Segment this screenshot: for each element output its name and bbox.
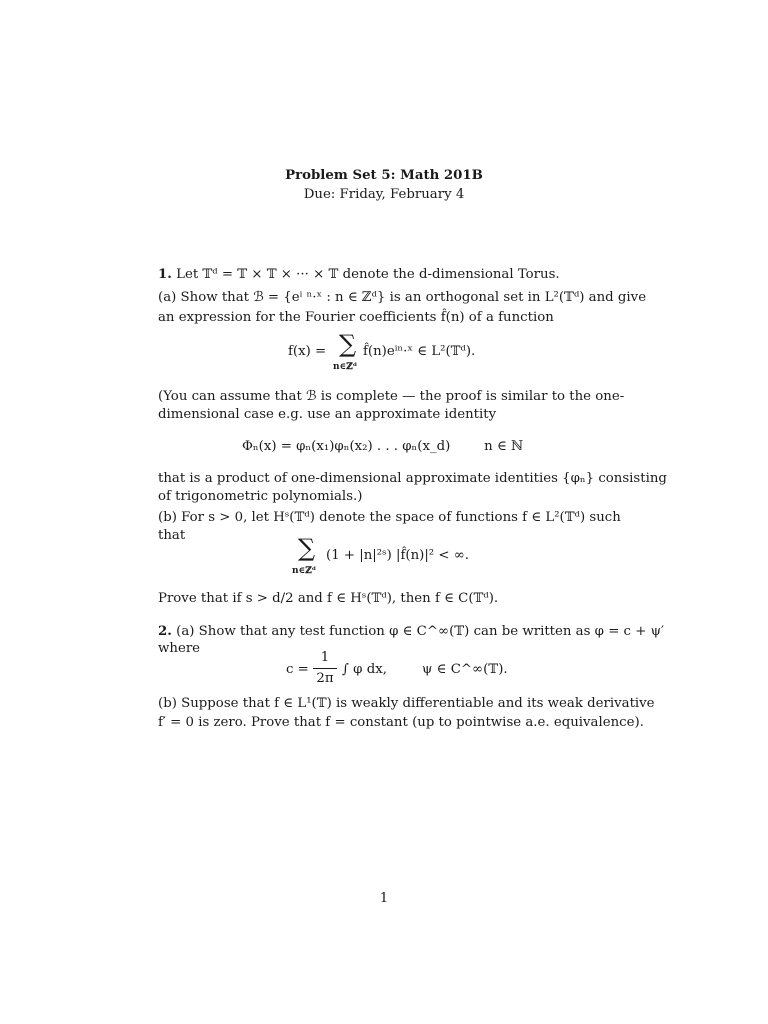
eq-fraction-denominator: 2π [316,671,334,686]
problem-1-note-line-1: (You can assume that ℬ is complete — the proof is similar to the one- [158,389,625,404]
equation-sobolev-norm [292,534,606,582]
eq1-rhs: f̂(n)eⁱⁿ·ˣ ∈ L²(𝕋ᵈ). [363,344,476,359]
problem-1a-line-1: (a) Show that ℬ = {eⁱ ⁿ·ˣ : n ∈ ℤᵈ} is an orthogonal set in L²(𝕋ᵈ) and give [158,290,647,305]
problem-2a-line-2: where [158,641,201,656]
document-page [158,0,667,1024]
problem-1-number: 1. [158,267,172,282]
problem-1-note-line-3: that is a product of one-dimensional approximate identities {φₙ} consisting [158,471,667,486]
eq-c-lhs: c = [286,662,309,677]
page-number: 1 [379,891,389,906]
problem-1a-line-2: an expression for the Fourier coefficients f̂(n) of a function [158,310,554,325]
eq1-lhs: f(x) = [288,344,327,359]
equation-approximate-identity: Φₙ(x) = φₙ(x₁)φₙ(x₂) . . . φₙ(x_d) n ∈ ℕ [242,439,524,454]
problem-2b-line-2: f′ = 0 is zero. Prove that f = constant (up to pointwise a.e. equivalence). [158,715,644,730]
equation-fourier-series [288,330,608,378]
problem-1-intro [158,265,610,285]
eq3-rhs: (1 + |n|²ˢ) |f̂(n)|² < ∞. [326,548,470,563]
eq3-sum-subscript: n∈ℤᵈ [292,566,317,576]
eq-fraction-numerator: 1 [320,650,330,665]
problem-1-note-line-2: dimensional case e.g. use an approximate identity [158,407,497,422]
eq-psi: ψ ∈ C^∞(𝕋). [422,662,508,677]
eq3-sum-symbol: ∑ [298,534,316,562]
eq-integral: ∫ φ dx, [342,662,387,677]
problem-2-number: 2. [158,624,172,639]
problem-1b-line-2: that [158,528,186,543]
problem-1-intro-text: Let 𝕋ᵈ = 𝕋 × 𝕋 × ··· × 𝕋 denote the d-dimensional Torus. [176,267,560,282]
problem-2a-line-1-text: (a) Show that any test function φ ∈ C^∞(𝕋) can be written as φ = c + ψ′ [176,624,665,639]
problem-1-prove: Prove that if s > d/2 and f ∈ Hˢ(𝕋ᵈ), then f ∈ C(𝕋ᵈ). [158,591,499,606]
eq1-sum-subscript: n∈ℤᵈ [333,362,358,372]
problem-1-note-line-4: of trigonometric polynomials.) [158,489,363,504]
problem-2b-line-1: (b) Suppose that f ∈ L¹(𝕋) is weakly differentiable and its weak derivative [158,696,655,711]
problem-1b-line-1: (b) For s > 0, let Hˢ(𝕋ᵈ) denote the space of functions f ∈ L²(𝕋ᵈ) such [158,510,621,525]
equation-decomposition [286,648,606,692]
document-title: Problem Set 5: Math 201B [285,168,483,183]
due-date: Due: Friday, February 4 [303,187,465,202]
eq1-sum-symbol: ∑ [339,330,357,358]
